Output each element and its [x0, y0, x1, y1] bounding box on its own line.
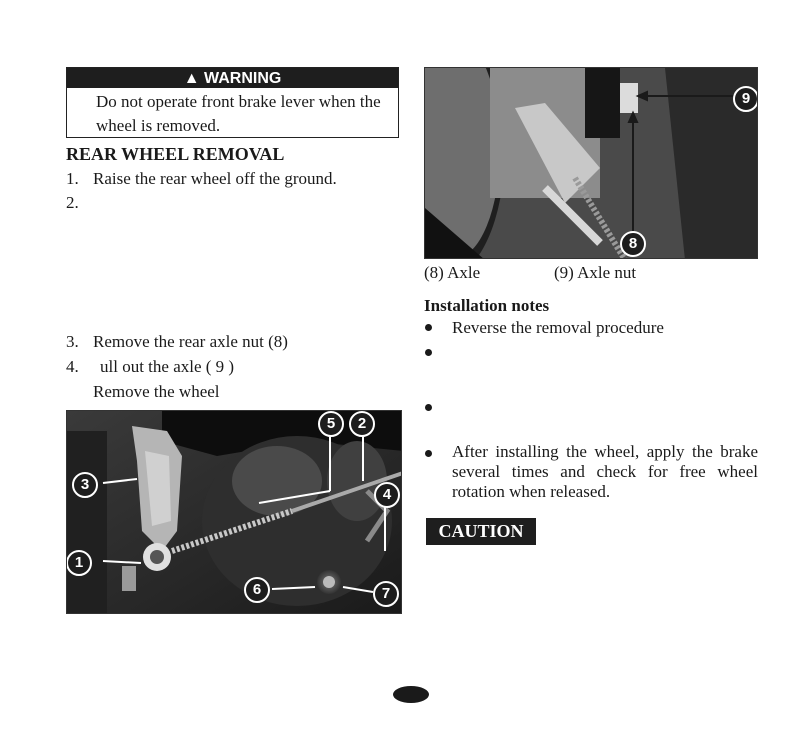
step-2: [66, 192, 396, 214]
page-number-pill: [393, 686, 429, 703]
installation-note-1: Reverse the removal procedure: [452, 318, 664, 337]
rear-brake-photo-illustration: [67, 411, 402, 614]
step-number: 2.: [66, 193, 79, 212]
step-number: 4.: [66, 357, 79, 376]
step-text: ull out the axle ( 9 ): [100, 357, 235, 376]
bullet-dot: [425, 349, 432, 356]
caption-axle-nut: (9) Axle nut: [554, 263, 637, 282]
warning-title: WARNING: [203, 70, 282, 87]
step-4: [66, 356, 396, 378]
step-4-continuation: Remove the wheel: [93, 382, 220, 401]
section-heading-rear-wheel-removal: REAR WHEEL REMOVAL: [66, 144, 285, 164]
warning-header: [67, 68, 398, 88]
step-number: 3.: [66, 332, 79, 351]
caution-label: CAUTION: [426, 518, 536, 545]
step-1: [66, 168, 396, 190]
installation-notes-heading: Installation notes: [424, 296, 550, 315]
installation-note-4: After installing the wheel, apply the brake several times and check for free wheel rotation when released.: [452, 442, 758, 501]
callout-7: 7: [373, 581, 399, 607]
warning-triangle-icon: ▲: [183, 70, 200, 87]
caption-axle: (8) Axle: [424, 263, 481, 282]
callout-4: 4: [374, 482, 400, 508]
warning-text: Do not operate front brake lever when the wheel is removed.: [96, 92, 381, 135]
callout-3: 3: [72, 472, 98, 498]
axle-photo-illustration: [425, 68, 758, 259]
callout-5: 5: [318, 411, 344, 437]
bullet-dot: [425, 404, 432, 411]
bullet-dot: [425, 324, 432, 331]
callout-6: 6: [244, 577, 270, 603]
bullet-dot: [425, 450, 432, 457]
callout-2: 2: [349, 411, 375, 437]
callout-1: 1: [66, 550, 92, 576]
step-text: Remove the rear axle nut (8): [93, 332, 288, 351]
step-text: Raise the rear wheel off the ground.: [93, 169, 337, 188]
rear-brake-photo: [66, 410, 402, 614]
warning-box: [66, 67, 399, 138]
axle-photo: [424, 67, 758, 259]
step-number: 1.: [66, 169, 79, 188]
callout-8: 8: [620, 231, 646, 257]
step-3: [66, 331, 396, 353]
callout-9: 9: [733, 86, 758, 112]
